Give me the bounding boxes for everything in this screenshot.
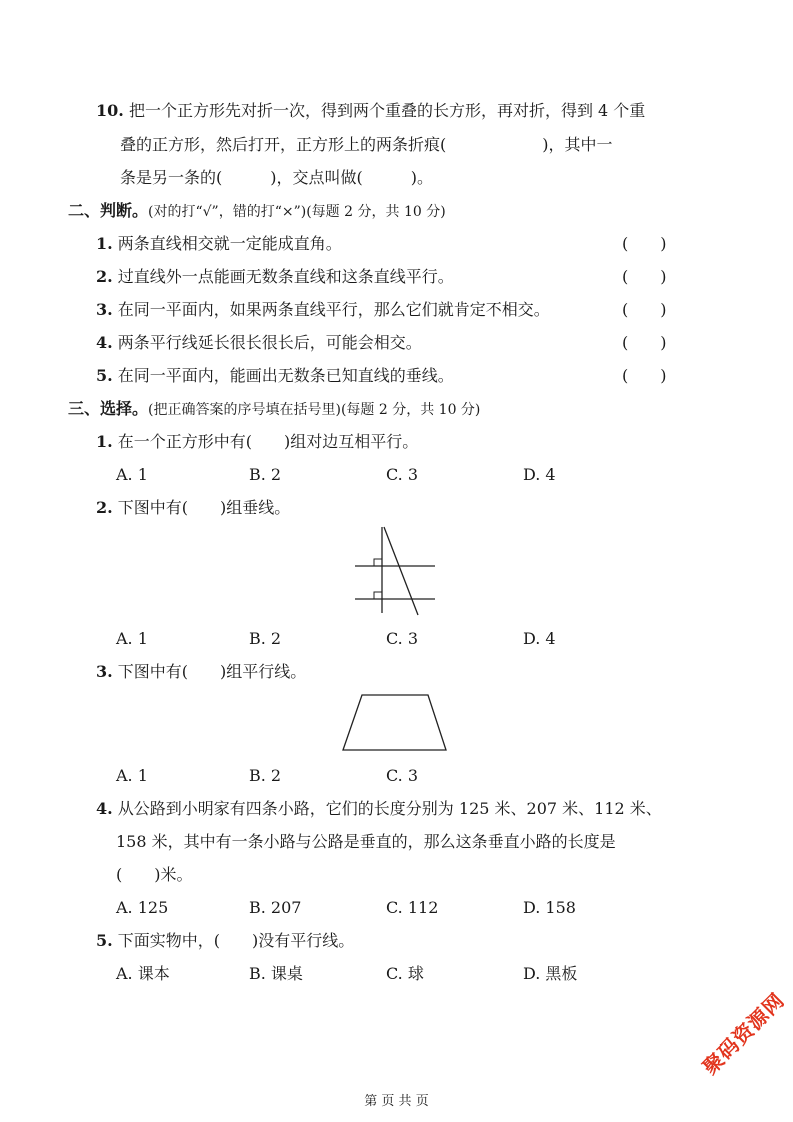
option-a[interactable]: A. 1 <box>116 465 148 484</box>
judge-answer-5[interactable]: ( ) <box>622 366 667 385</box>
right-angle-mark-bottom <box>374 592 382 599</box>
judge-item-number: 5. <box>96 366 113 385</box>
section2-title: 二、判断。 <box>68 201 149 220</box>
choice-q4-line3: ( )米。 <box>116 865 193 884</box>
q10-line1 <box>96 101 645 121</box>
option-b[interactable]: B. 2 <box>249 766 282 785</box>
judge-item-text: 两条平行线延长很长很长后，可能会相交。 <box>117 333 422 352</box>
page-footer: 第 页 共 页 <box>364 1094 429 1109</box>
choice-q4-text-1: 从公路到小明家有四条小路，它们的长度分别为 125 米、207 米、112 米、 <box>117 799 662 818</box>
choice-q5-text: 下面实物中，( )没有平行线。 <box>117 931 355 950</box>
q10-text-1: 把一个正方形先对折一次，得到两个重叠的长方形，再对折，得到 4 个重 <box>128 101 646 120</box>
section3-note: (把正确答案的序号填在括号里)(每题 2 分，共 10 分) <box>148 402 481 418</box>
section3-title: 三、选择。 <box>68 399 149 418</box>
judge-answer-4[interactable]: ( ) <box>622 333 667 352</box>
judge-item-number: 2. <box>96 267 113 286</box>
option-c[interactable]: C. 3 <box>386 629 419 648</box>
option-c[interactable]: C. 球 <box>386 964 424 983</box>
judge-answer-2[interactable]: ( ) <box>622 267 667 286</box>
section3-heading <box>68 399 480 420</box>
option-c[interactable]: C. 3 <box>386 465 419 484</box>
option-a[interactable]: A. 课本 <box>116 964 170 983</box>
choice-q1-text: 在一个正方形中有( )组对边互相平行。 <box>117 432 419 451</box>
judge-item-number: 4. <box>96 333 113 352</box>
option-a[interactable]: A. 1 <box>116 766 148 785</box>
section2-note: (对的打“√”，错的打“×”)(每题 2 分，共 10 分) <box>148 204 446 220</box>
choice-q4-number: 4. <box>96 799 113 818</box>
judge-item-4 <box>96 333 422 353</box>
option-d[interactable]: D. 黑板 <box>523 964 578 983</box>
trapezoid-figure <box>340 692 450 754</box>
judge-item-text: 过直线外一点能画无数条直线和这条直线平行。 <box>117 267 454 286</box>
choice-q4-line1 <box>96 799 662 819</box>
judge-item-text: 在同一平面内，如果两条直线平行，那么它们就肯定不相交。 <box>117 300 550 319</box>
judge-item-5 <box>96 366 454 386</box>
choice-q5 <box>96 931 354 951</box>
option-c[interactable]: C. 112 <box>386 898 439 917</box>
judge-item-text: 在同一平面内，能画出无数条已知直线的垂线。 <box>117 366 454 385</box>
judge-answer-3[interactable]: ( ) <box>622 300 667 319</box>
choice-q3-number: 3. <box>96 662 113 681</box>
q10-line3: 条是另一条的( )，交点叫做( )。 <box>120 168 433 187</box>
choice-q3-text: 下图中有( )组平行线。 <box>117 662 307 681</box>
option-c[interactable]: C. 3 <box>386 766 419 785</box>
choice-q2-text: 下图中有( )组垂线。 <box>117 498 291 517</box>
judge-item-1 <box>96 234 342 254</box>
q10-number: 10. <box>96 101 124 120</box>
choice-q5-number: 5. <box>96 931 113 950</box>
trapezoid-shape <box>343 695 446 750</box>
option-b[interactable]: B. 课桌 <box>249 964 303 983</box>
watermark: 聚码资源网 <box>697 987 790 1080</box>
q10-line2: 叠的正方形，然后打开，正方形上的两条折痕( )，其中一 <box>120 135 613 154</box>
option-d[interactable]: D. 4 <box>523 629 556 648</box>
choice-q2-number: 2. <box>96 498 113 517</box>
choice-q2 <box>96 498 290 518</box>
option-b[interactable]: B. 2 <box>249 465 282 484</box>
option-a[interactable]: A. 125 <box>116 898 169 917</box>
judge-item-number: 3. <box>96 300 113 319</box>
section2-heading <box>68 201 446 222</box>
choice-q3 <box>96 662 306 682</box>
choice-q4-line2: 158 米，其中有一条小路与公路是垂直的，那么这条垂直小路的长度是 <box>116 832 616 851</box>
slanted-line <box>384 527 418 615</box>
option-b[interactable]: B. 207 <box>249 898 302 917</box>
option-d[interactable]: D. 158 <box>523 898 576 917</box>
option-d[interactable]: D. 4 <box>523 465 556 484</box>
judge-item-text: 两条直线相交就一定能成直角。 <box>117 234 342 253</box>
judge-item-2 <box>96 267 454 287</box>
perpendicular-figure <box>350 525 440 620</box>
judge-answer-1[interactable]: ( ) <box>622 234 667 253</box>
option-b[interactable]: B. 2 <box>249 629 282 648</box>
right-angle-mark-top <box>374 559 382 566</box>
choice-q1-number: 1. <box>96 432 113 451</box>
judge-item-number: 1. <box>96 234 113 253</box>
option-a[interactable]: A. 1 <box>116 629 148 648</box>
judge-item-3 <box>96 300 550 320</box>
choice-q1 <box>96 432 418 452</box>
